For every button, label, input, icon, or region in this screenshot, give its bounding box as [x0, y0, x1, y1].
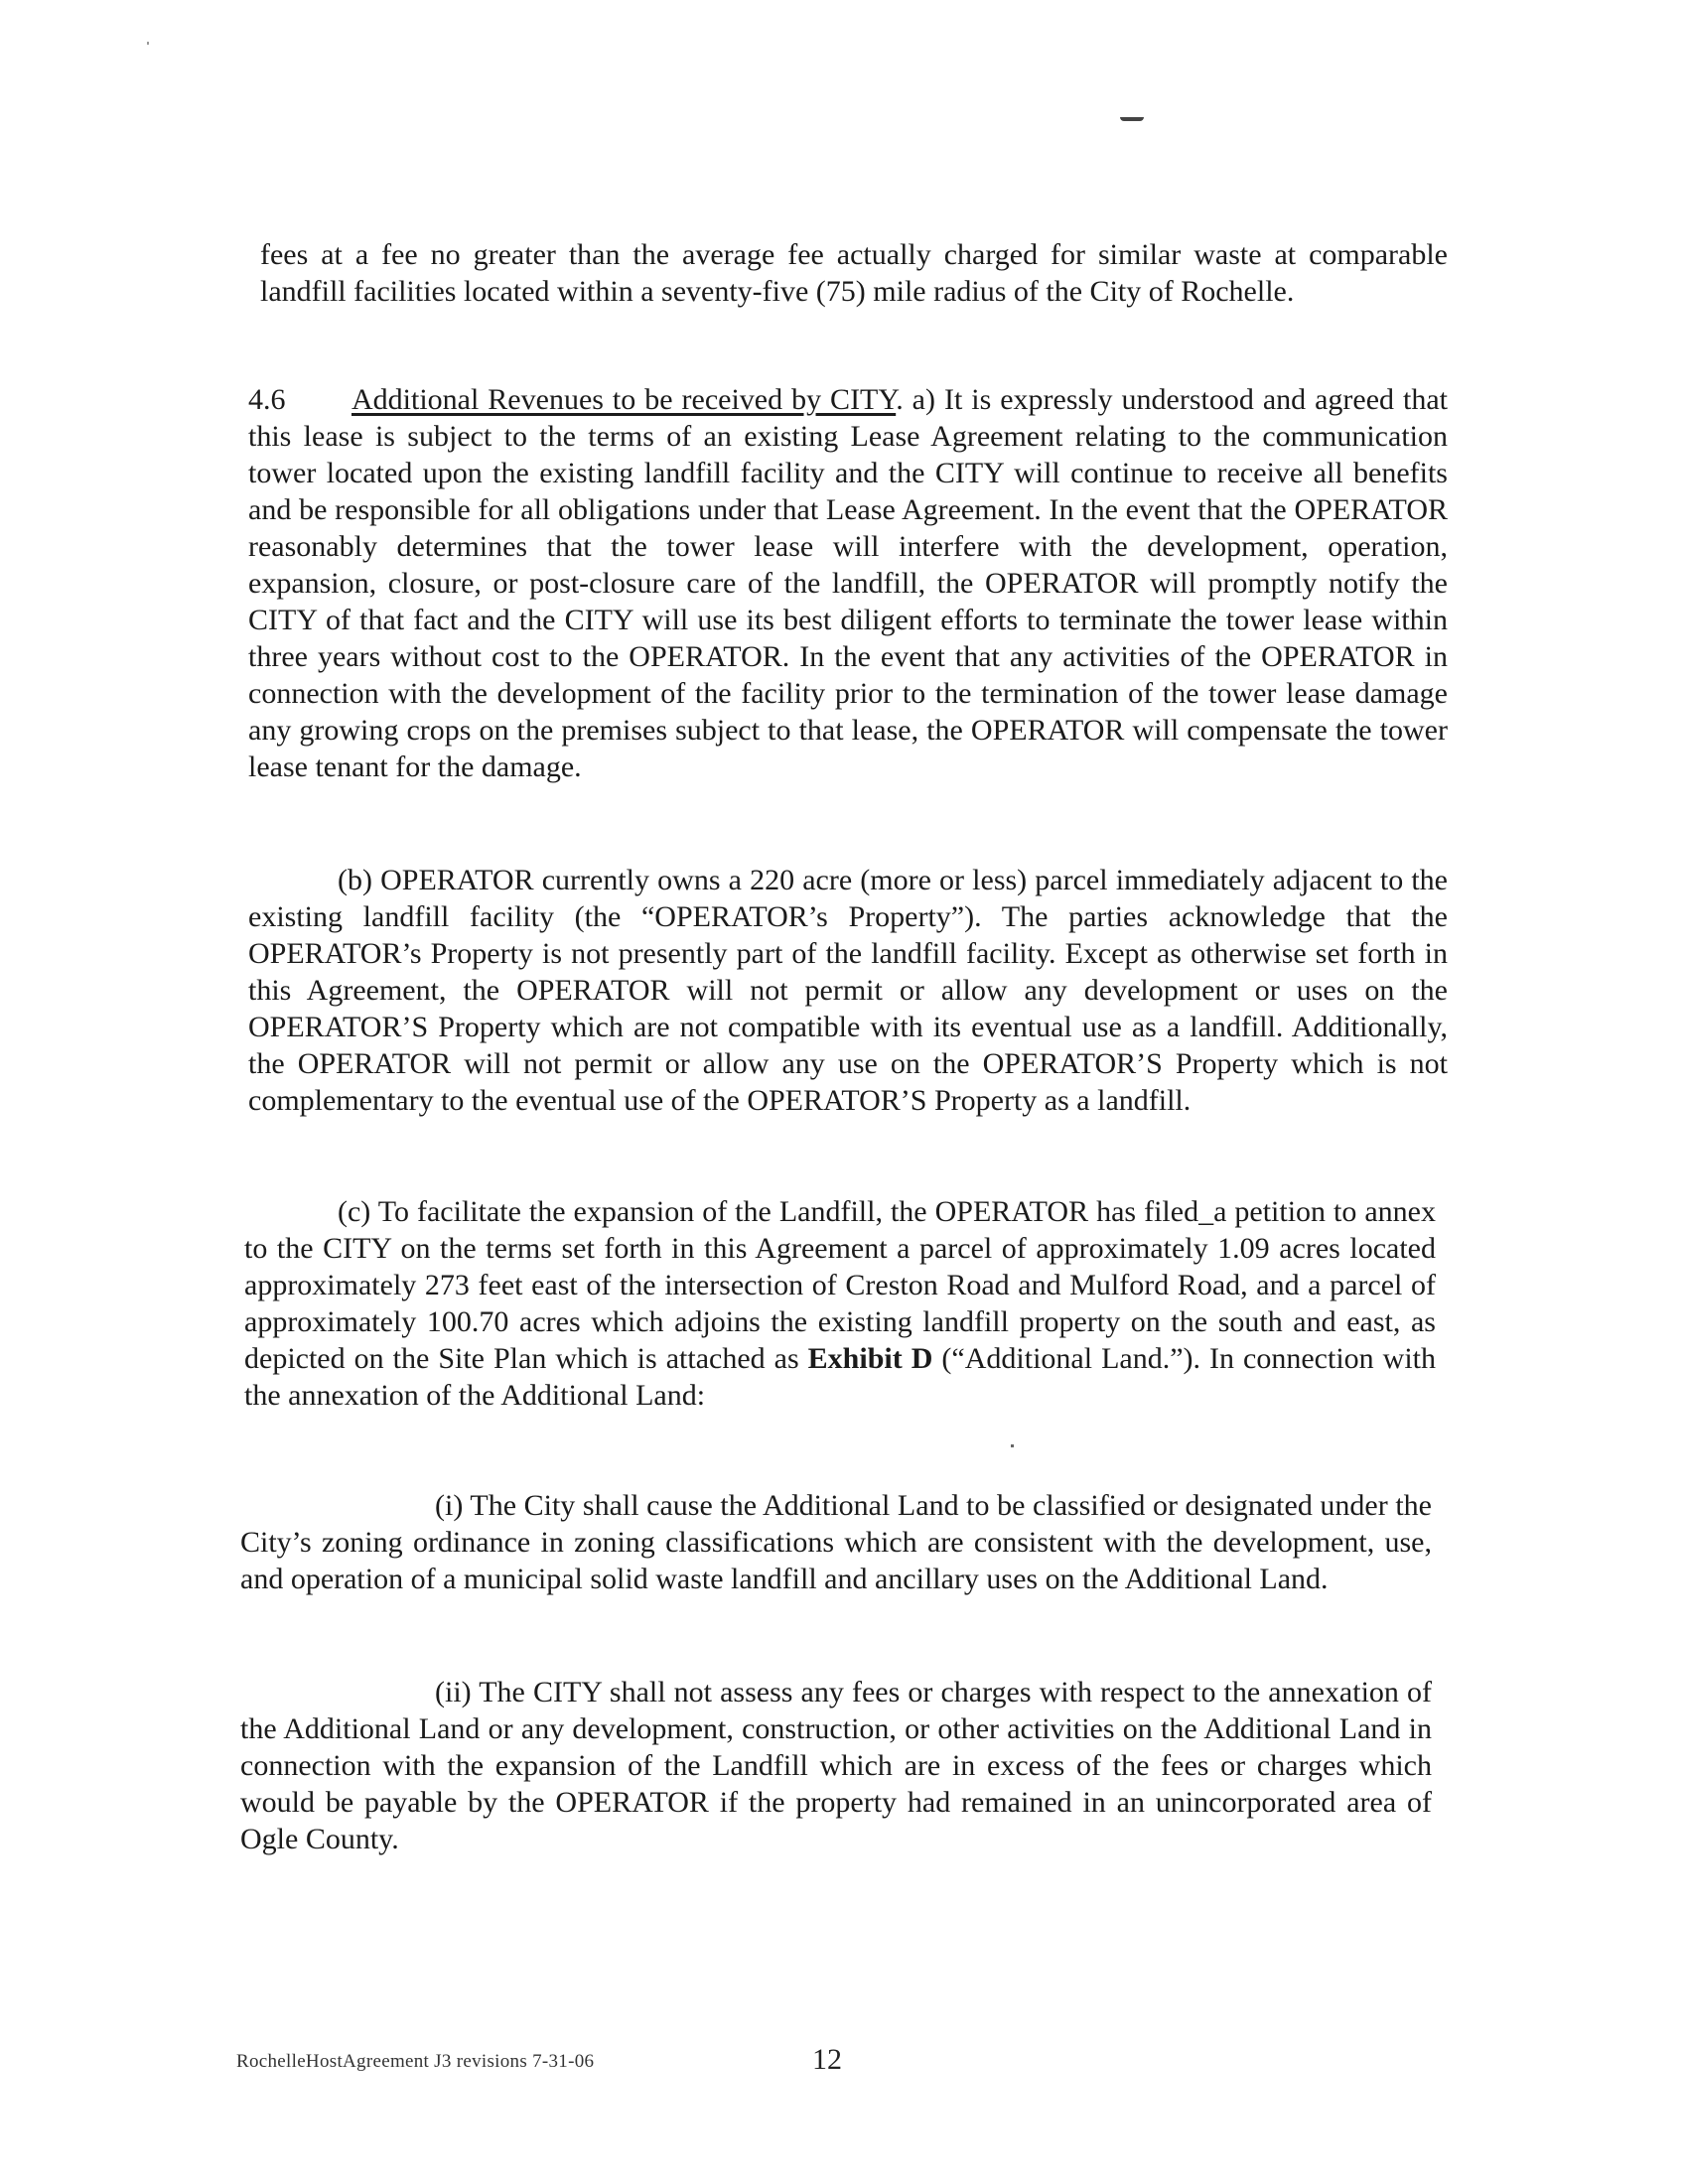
scan-mark: [147, 42, 149, 45]
scan-mark: [1120, 117, 1144, 121]
section-body: a) It is expressly understood and agreed that this lease is subject to the terms of an existing Lease Agreement relating to the communication tower located upon the existing landfill facility and the CITY will continue to receive all benefits and be responsible for all obligations under that Lease Agreement. In the event that the OPERATOR reasonably determines that the tower lease will interfere with the development, operation, expansion, closure, or post-closure care of the landfill, the OPERATOR will promptly notify the CITY of that fact and the CITY will use its best diligent efforts to terminate the tower lease within three years without cost to the OPERATOR. In the event that any activities of the OPERATOR in connection with the development of the facility prior to the termination of the tower lease damage any growing crops on the premises subject to that lease, the OPERATOR will compensate the tower lease tenant for the damage.: [248, 383, 1449, 783]
paragraph-c-text: (c) To facilitate the expansion of the Landfill, the OPERATOR has filed_a petition to annex to the CITY on the terms set forth in this Agreement a parcel of approximately 1.09 acres located approximately 273 feet east of the intersection of Creston Road and Mulford Road, and a parcel of approximately 100.70 acres which adjoins the existing landfill property on the south and east, as depicted on the Site Plan which is attached as: [244, 1195, 1436, 1375]
paragraph-b: (b) OPERATOR currently owns a 220 acre (more or less) parcel immediately adjacent to the existing landfill facility (the “OPERATOR’s Property”). The parties acknowledge that the OPERATOR’s Property is not presently part of the landfill facility. Except as otherwise set forth in this Agreement, the OPERATOR will not permit or allow any development or uses on the OPERATOR’S Property which are not compatible with its eventual use as a landfill. Additionally, the OPERATOR will not permit or allow any use on the OPERATOR’S Property which is not complementary to the eventual use of the OPERATOR’S Property as a landfill.: [248, 864, 1448, 1117]
paragraph-c: [244, 1193, 1436, 1414]
paragraph-i: (i) The City shall cause the Additional Land to be classified or designated under the City’s zoning ordinance in zoning classifications which are consistent with the development, use, and operation of a municipal solid waste landfill and ancillary uses on the Additional Land.: [240, 1489, 1432, 1595]
footer-filename: RochelleHostAgreement J3 revisions 7-31-06: [236, 2051, 595, 2072]
section-heading-period: .: [896, 383, 904, 416]
paragraph-ii: (ii) The CITY shall not assess any fees or charges with respect to the annexation of the Additional Land or any development, construction, or other activities on the Additional Land in connection with the expansion of the Landfill which are in excess of the fees or charges which would be payable by the OPERATOR if the property had remained in an unincorporated area of Ogle County.: [240, 1676, 1432, 1855]
exhibit-reference: Exhibit D: [807, 1342, 933, 1375]
continuation-paragraph: fees at a fee no greater than the average fee actually charged for similar waste at comparable landfill facilities located within a seventy-five (75) mile radius of the City of Rochelle.: [260, 238, 1448, 308]
section-number: 4.6: [248, 383, 286, 416]
page-number: 12: [812, 2043, 842, 2076]
paragraph-c-text-end: (“Additional Land.”). In connection with the annexation of the Additional Land:: [244, 1342, 1436, 1412]
section-heading: Additional Revenues to be received by CITY: [351, 383, 897, 416]
section-4-6-paragraph: [248, 381, 1448, 785]
scan-mark: [1011, 1444, 1014, 1447]
